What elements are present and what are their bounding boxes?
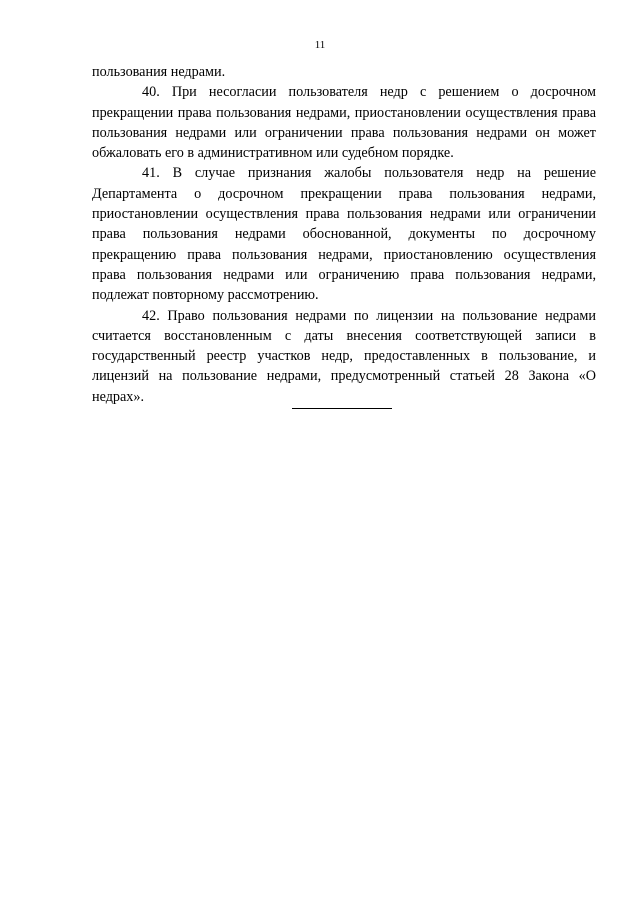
paragraph-continuation: пользования недрами. (92, 64, 226, 80)
closing-divider (292, 408, 392, 409)
paragraph-40: 40. При несогласии пользователя недр с решением о досрочном прекращении права пользования недрами, приостановлении осуществления права пользования недрами или ограничении права пользования недрами он может обжаловать его в административном или судебном порядке. (92, 84, 596, 162)
paragraph-41: 41. В случае признания жалобы пользователя недр на решение Департамента о досрочном прекращении права пользования недрами, приостановлении осуществления права пользования недрами или ограничении права пользования недрами обоснованной, документы по досрочному прекращению права пользования недрами, приостановлению осуществления права пользования недрами или ограничению права пользования недрами, подлежат повторному рассмотрению. (92, 165, 596, 304)
page-number: 11 (314, 39, 326, 51)
paragraph-42: 42. Право пользования недрами по лицензии на пользование недрами считается восстановленным с даты внесения соответствующей записи в государственный реестр участков недр, предоставленных в пользование, и лицензий на пользование недрами, предусмотренный статьей 28 Закона «О недрах». (92, 307, 596, 405)
document-body (92, 62, 596, 407)
